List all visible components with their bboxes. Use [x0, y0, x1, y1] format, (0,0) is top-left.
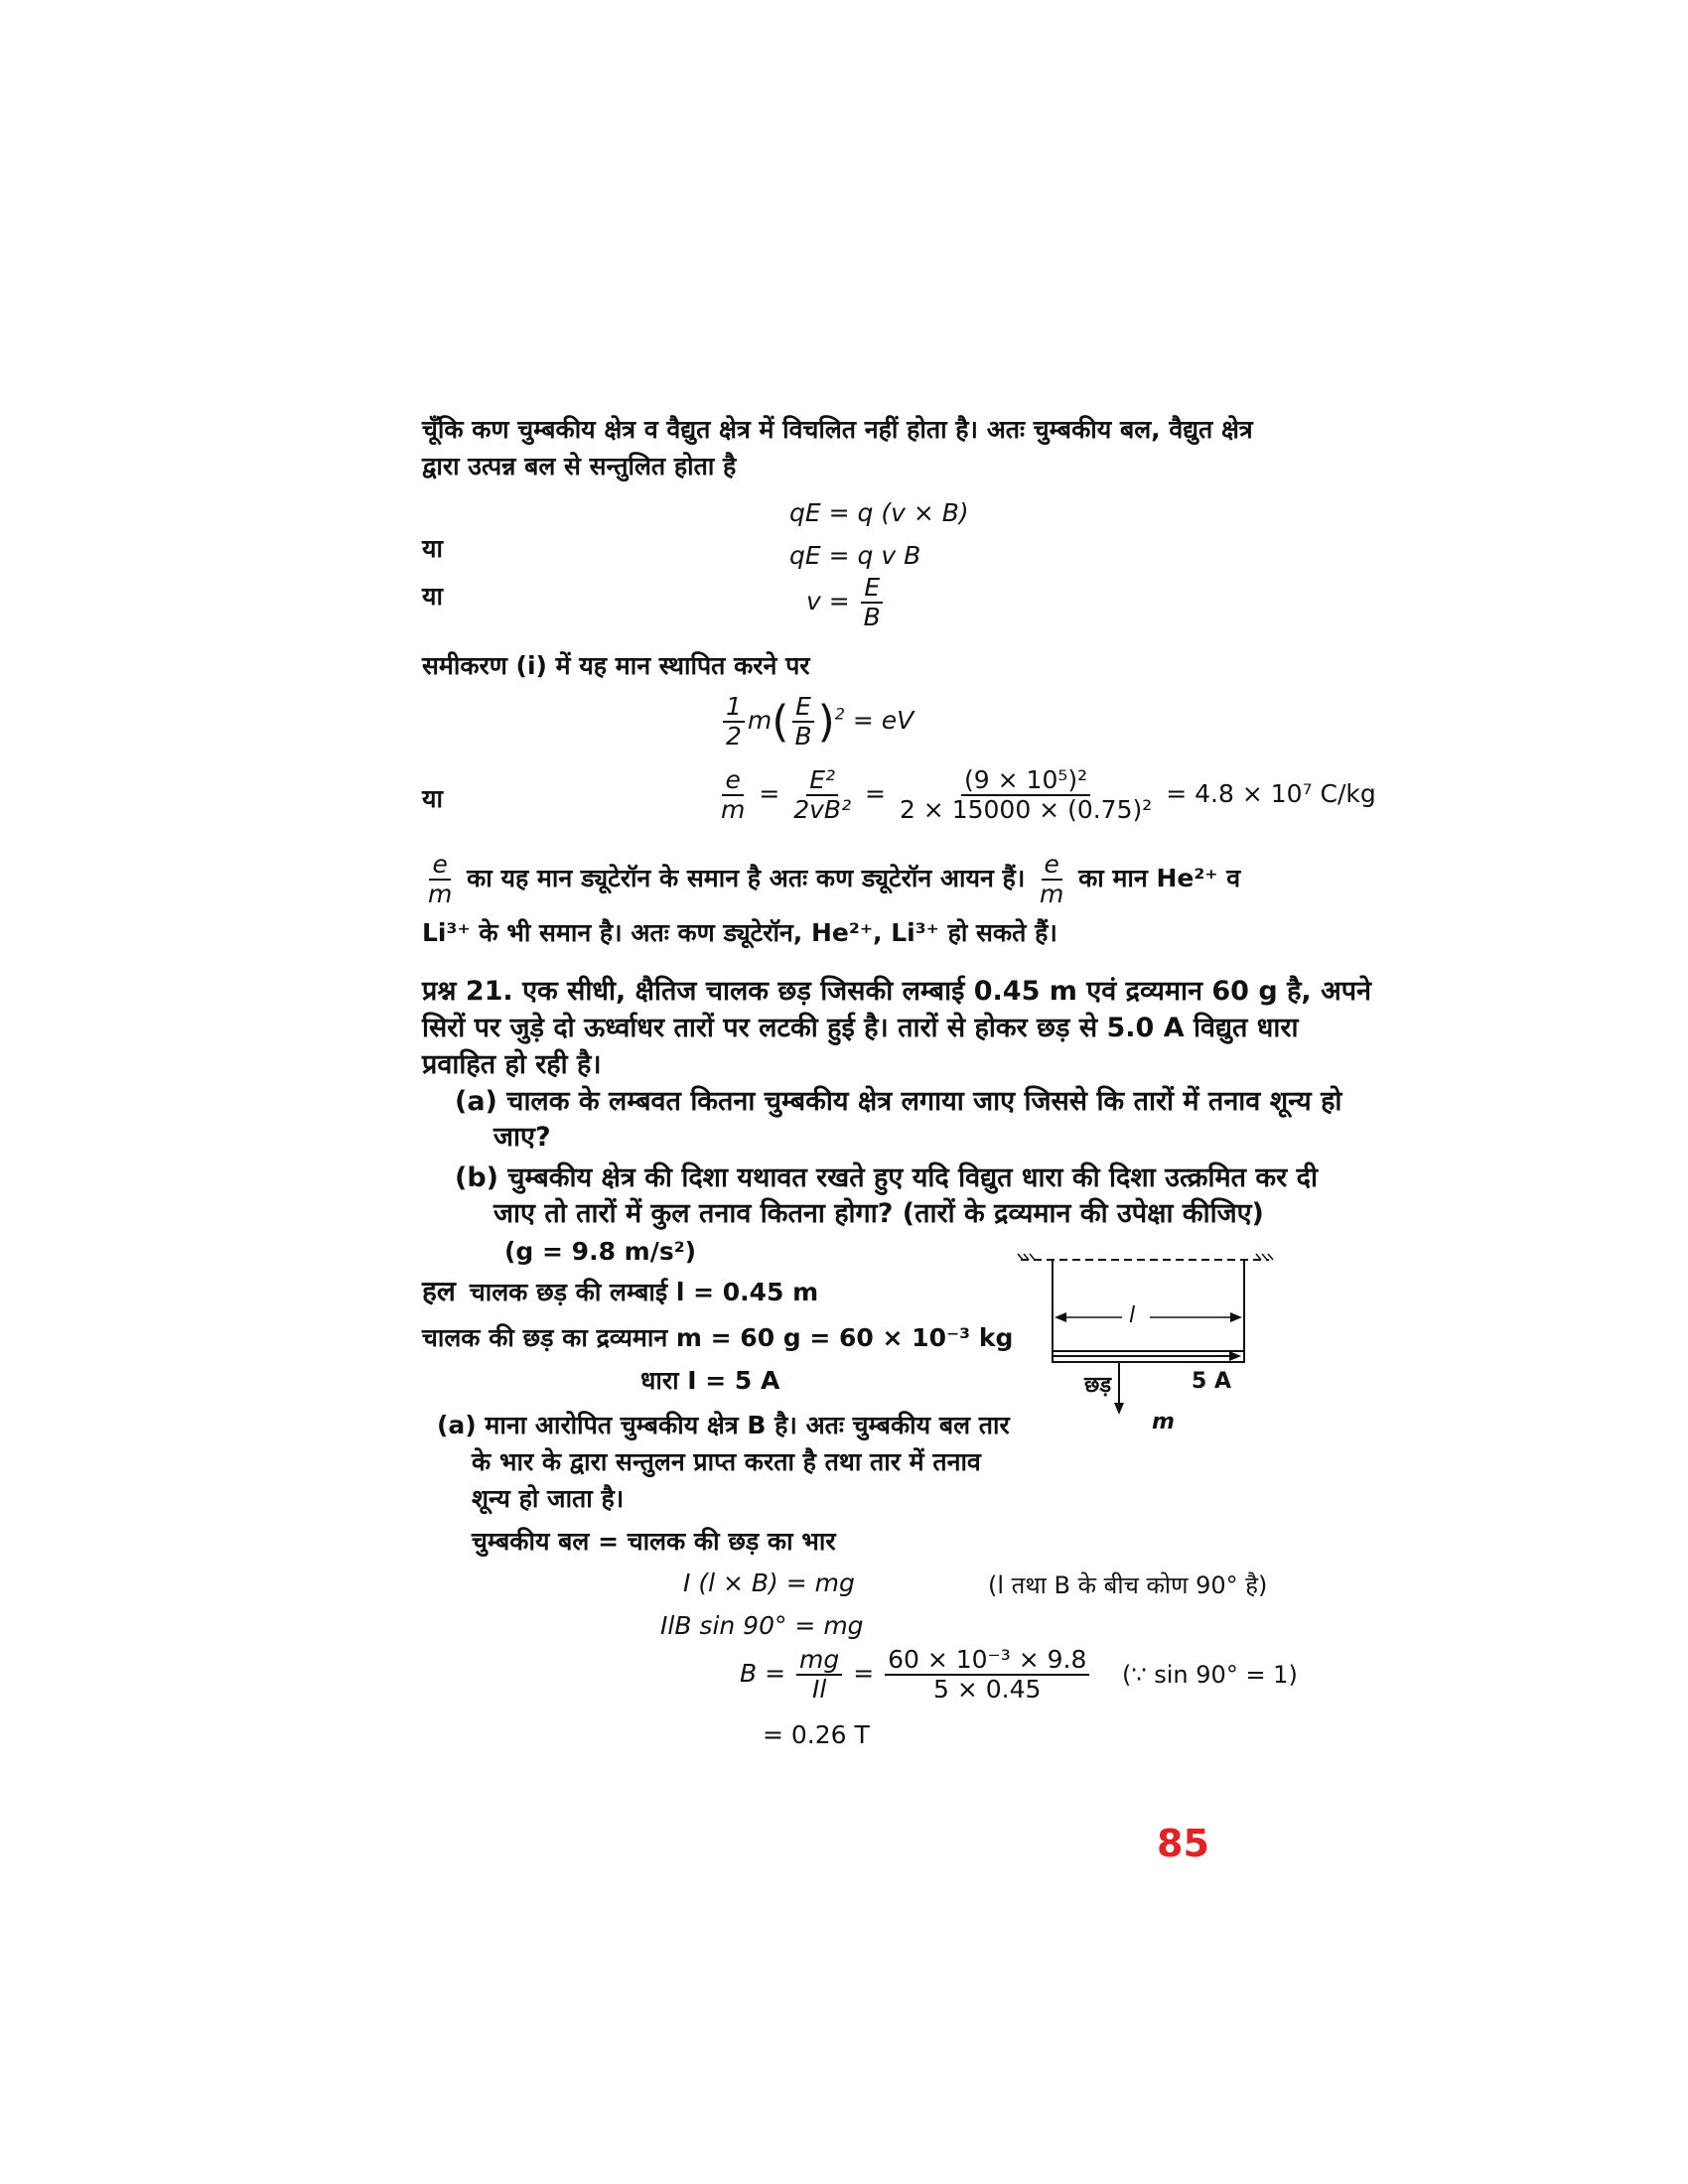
ya-label-3: या	[422, 784, 443, 813]
solution-a-line-2: के भार के द्वारा सन्तुलन प्राप्त करता है तथा तार में तनाव	[472, 1447, 981, 1476]
question-part-a-line-2: जाए?	[493, 1122, 551, 1153]
gravity-value: (g = 9.8 m/s²)	[504, 1237, 697, 1266]
ya-label-1: या	[422, 534, 443, 563]
solution-label: हल	[422, 1275, 456, 1307]
formula-force: I (l × B) = mg	[683, 1569, 855, 1597]
page-number: 85	[1157, 1822, 1209, 1865]
question-part-b-line-2: जाए तो तारों में कुल तनाव कितना होगा? (तारों के द्रव्यमान की उपेक्षा कीजिए)	[493, 1198, 1264, 1229]
question-part-b-line-1: (b) चुम्बकीय क्षेत्र की दिशा यथावत रखते हुए यदि विद्युत धारा की दिशा उत्क्रमित कर दी	[455, 1162, 1318, 1193]
diagram-rod-label: छड़	[1084, 1373, 1112, 1398]
rod-diagram-svg	[1013, 1246, 1281, 1434]
formula-result: = 0.26 T	[763, 1720, 870, 1749]
diagram-length-label: l	[1129, 1303, 1136, 1328]
intro-line-1: चूँकि कण चुम्बकीय क्षेत्र व वैद्युत क्षेत्र में विचलित नहीं होता है। अतः चुम्बकीय बल, वैद्युत क्षेत्र	[422, 415, 1253, 444]
formula-sin: IlB sin 90° = mg	[660, 1611, 864, 1640]
ya-label-2: या	[422, 582, 443, 611]
solution-line-length: हल चालक छड़ की लम्बाई l = 0.45 m	[422, 1275, 819, 1307]
equation-qE-vector: qE = q (v × B)	[789, 498, 969, 527]
question-line-3: प्रवाहित हो रही है।	[422, 1049, 602, 1080]
intro-line-2: द्वारा उत्पन्न बल से सन्तुलित होता है	[422, 452, 737, 480]
solution-a-line-3: शून्य हो जाता है।	[472, 1484, 625, 1513]
diagram-mass-label: m	[1152, 1410, 1175, 1434]
solution-balance: चुम्बकीय बल = चालक की छड़ का भार	[472, 1527, 836, 1556]
conclusion-line-2: Li³⁺ के भी समान है। अतः कण ड्यूटेरॉन, He²⁺, Li³⁺ हो सकते हैं।	[422, 918, 1057, 947]
formula-field-B: B = $\frac{mg}{Il}$ = $\frac{\text{60 × 10⁻³ × 9.8}}{5 \times 0.45}$	[740, 1646, 1092, 1704]
substitution-text: समीकरण (i) में यह मान स्थापित करने पर	[422, 651, 810, 680]
equation-kinetic: $\frac{1}{2}$ m( $\frac{E}{B}$ )$^2$ = eV	[720, 693, 914, 751]
conclusion-line-1: $\frac{e}{m}$ का यह मान ड्यूटेरॉन के समान है अतः कण ड्यूटेरॉन आयन हैं। $\frac{e}{m}$ का मान He²⁺ व	[428, 850, 1241, 908]
solution-a-line-1: (a) माना आरोपित चुम्बकीय क्षेत्र B है। अतः चुम्बकीय बल तार	[437, 1411, 1010, 1439]
question-line-1: प्रश्न 21. एक सीधी, क्षैतिज चालक छड़ जिसकी लम्बाई 0.45 m एवं द्रव्यमान 60 g है, अपने	[422, 976, 1372, 1007]
equation-velocity: v = $\frac{E}{B}$	[806, 574, 887, 631]
formula-sin-note: (∵ sin 90° = 1)	[1122, 1661, 1298, 1689]
equation-charge-mass: $\frac{e}{m}$ = $\frac{\text{E²}}{\text{2vB²}}$ = $\frac{\text{(9 × 10⁵)²}}{\text{2 × 15000 × (0.75)²}}$ = 4.8 × 10⁷ C/kg	[721, 765, 1376, 824]
solution-mass: चालक की छड़ का द्रव्यमान m = 60 g = 60 × 10⁻³ kg	[422, 1323, 1014, 1352]
question-part-a-line-1: (a) चालक के लम्बवत कितना चुम्बकीय क्षेत्र लगाया जाए जिससे कि तारों में तनाव शून्य हो	[455, 1086, 1342, 1117]
question-line-2: सिरों पर जुड़े दो ऊर्ध्वाधर तारों पर लटकी हुई है। तारों से होकर छड़ से 5.0 A विद्युत धारा	[422, 1013, 1299, 1043]
question-label: प्रश्न 21.	[422, 976, 513, 1007]
equation-qE-scalar: qE = q v B	[789, 541, 921, 570]
formula-angle-note: (l तथा B के बीच कोण 90° है)	[988, 1571, 1268, 1599]
diagram-current-label: 5 A	[1192, 1369, 1231, 1394]
solution-current: धारा I = 5 A	[640, 1366, 780, 1395]
rod-diagram	[1013, 1246, 1281, 1434]
